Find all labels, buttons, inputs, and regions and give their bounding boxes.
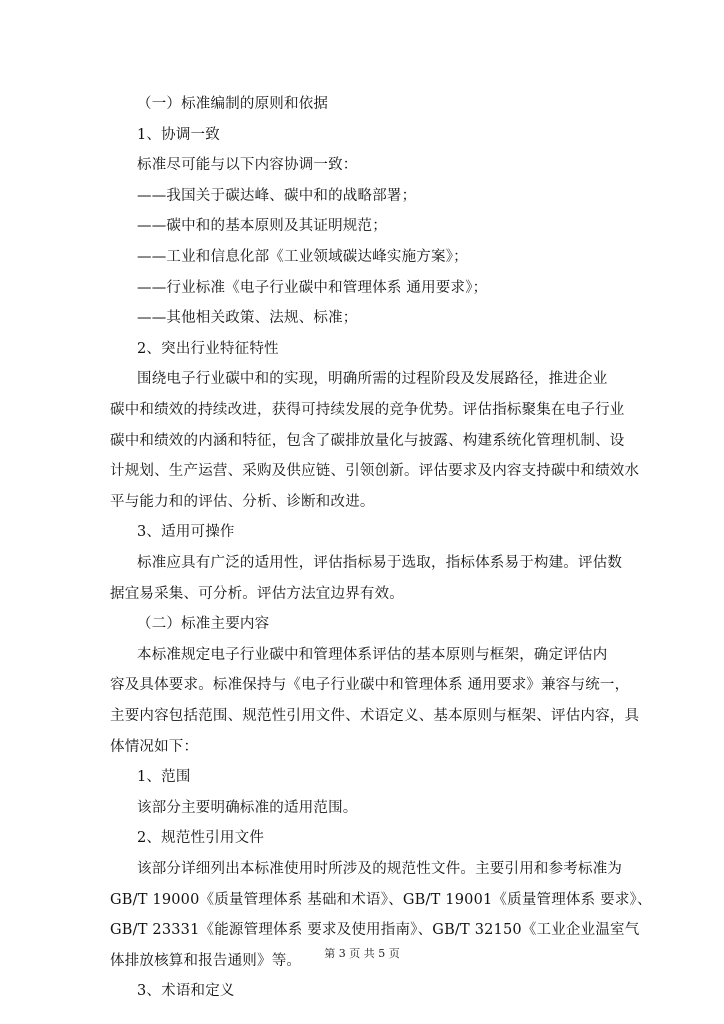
paragraph-line: 据宜易采集、可分析。评估方法宜边界有效。 xyxy=(110,586,404,602)
paragraph-line: 本标准规定电子行业碳中和管理体系评估的基本原则与框架，确定评估内 xyxy=(137,647,608,663)
list-item: ——碳中和的基本原则及其证明规范； xyxy=(137,218,387,234)
paragraph-line: 体排放核算和报告通则》等。 xyxy=(110,953,302,969)
sub-heading-normative-references: 2、规范性引用文件 xyxy=(137,830,265,846)
paragraph-line: 计规划、生产运营、采购及供应链、引领创新。评估要求及内容支持碳中和绩效水 xyxy=(110,463,640,479)
list-item: ——行业标准《电子行业碳中和管理体系 通用要求》； xyxy=(137,280,488,296)
paragraph-line: 碳中和绩效的内涵和特征，包含了碳排放量化与披露、构建系统化管理机制、设 xyxy=(110,433,625,449)
paragraph-line: 该部分详细列出本标准使用时所涉及的规范性文件。主要引用和参考标准为 xyxy=(137,861,623,877)
list-item: ——其他相关政策、法规、标准； xyxy=(137,310,358,326)
sub-heading-terms-definitions: 3、术语和定义 xyxy=(137,983,235,999)
list-item: ——工业和信息化部《工业领域碳达峰实施方案》； xyxy=(137,249,468,265)
paragraph-line: GB/T 19000《质量管理体系 基础和术语》、GB/T 19001《质量管理体系 要求》、 xyxy=(110,892,652,908)
list-item: ——我国关于碳达峰、碳中和的战略部署； xyxy=(137,188,417,204)
section-heading-principles: （一）标准编制的原则和依据 xyxy=(137,96,329,112)
paragraph-line: 标准应具有广泛的适用性，评估指标易于选取，指标体系易于构建。评估数 xyxy=(137,555,623,571)
paragraph-line: 平与能力和的评估、分析、诊断和改进。 xyxy=(110,494,375,510)
paragraph-line: 围绕电子行业碳中和的实现，明确所需的过程阶段及发展路径，推进企业 xyxy=(137,371,608,387)
sub-heading-scope: 1、范围 xyxy=(137,769,191,785)
paragraph-line: GB/T 23331《能源管理体系 要求及使用指南》、GB/T 32150《工业企业温室气 xyxy=(110,922,640,938)
item-heading-operability: 3、适用可操作 xyxy=(137,524,235,540)
section-heading-main-content: （二）标准主要内容 xyxy=(137,616,270,632)
paragraph-line: 主要内容包括范围、规范性引用文件、术语定义、基本原则与框架、评估内容，具 xyxy=(110,708,640,724)
paragraph-line: 体情况如下： xyxy=(110,739,199,755)
page-number-footer: 第 3 页 共 5 页 xyxy=(324,947,400,960)
paragraph-line: 碳中和绩效的持续改进，获得可持续发展的竞争优势。评估指标聚集在电子行业 xyxy=(110,402,625,418)
item-heading-industry-features: 2、突出行业特征特性 xyxy=(137,341,279,357)
paragraph-line: 容及具体要求。标准保持与《电子行业碳中和管理体系 通用要求》兼容与统一， xyxy=(110,677,630,693)
paragraph-line: 该部分主要明确标准的适用范围。 xyxy=(137,800,358,816)
item-intro-coordination: 标准尽可能与以下内容协调一致： xyxy=(137,157,358,173)
item-heading-coordination: 1、协调一致 xyxy=(137,127,220,143)
